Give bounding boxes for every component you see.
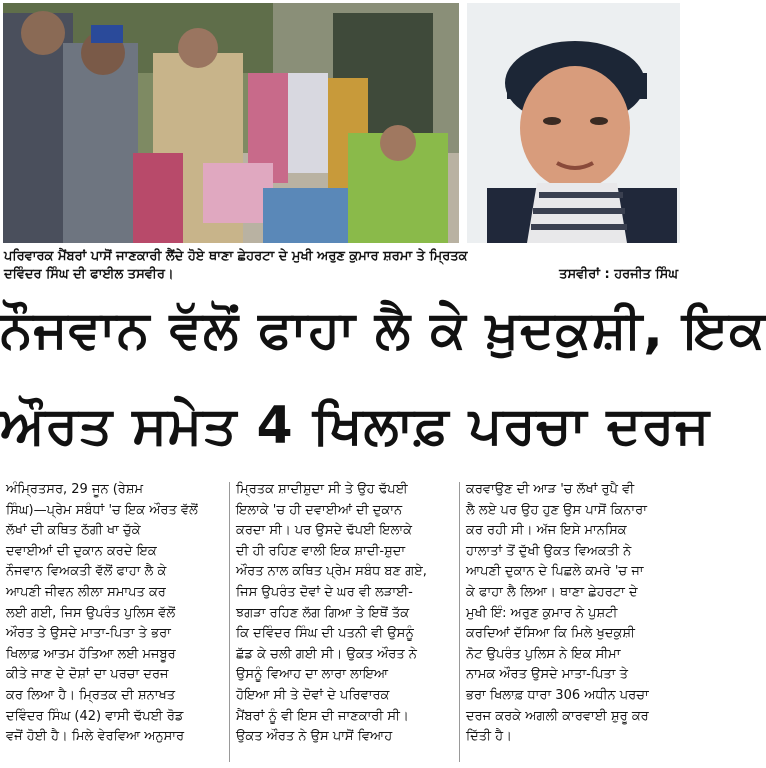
article-line: ਵਜੋਂ ਹੋਈ ਹੈ। ਮਿਲੇ ਵੇਰਵਿਆ ਅਨੁਸਾਰ xyxy=(6,729,185,745)
article-line: ਲੱਖਾਂ ਦੀ ਕਥਿਤ ਠੱਗੀ ਖਾ ਚੁੱਕੇ xyxy=(6,523,141,539)
article-column-3 xyxy=(466,480,684,748)
photo-caption-line-1: ਪਰਿਵਾਰਕ ਮੈਂਬਰਾਂ ਪਾਸੋਂ ਜਾਣਕਾਰੀ ਲੈਂਦੇ ਹੋਏ ਥਾਣਾ ਛੇਹਰਟਾ ਦੇ ਮੁਖੀ ਅਰੁਣ ਕੁਮਾਰ ਸ਼ਰਮਾ ਤੇ ਮ੍ਰਿਤਕ xyxy=(4,249,468,264)
column-divider xyxy=(459,482,460,762)
article-line: ਆਪਣੀ ਜੀਵਨ ਲੀਲਾ ਸਮਾਪਤ ਕਰ xyxy=(6,584,166,600)
article-line: ਛੱਡ ਕੇ ਚਲੀ ਗਈ ਸੀ। ਉਕਤ ਔਰਤ ਨੇ xyxy=(236,646,417,662)
headline-line-2: ਔਰਤ ਸਮੇਤ 4 ਖਿਲਾਫ਼ ਪਰਚਾ ਦਰਜ xyxy=(0,396,711,456)
article-line: ਕੀਤੇ ਜਾਣ ਦੇ ਦੋਸ਼ਾਂ ਦਾ ਪਰਚਾ ਦਰਜ xyxy=(6,667,169,683)
article-line: ਝਗੜਾ ਰਹਿਣ ਲੱਗ ਗਿਆ ਤੇ ਇਥੋਂ ਤੱਕ xyxy=(236,605,410,621)
article-line: ਨੋਟ ਉਪਰੰਤ ਪੁਲਿਸ ਨੇ ਇਕ ਸੀਮਾ xyxy=(466,646,621,662)
article-line: ਜਿਸ ਉਪਰੰਤ ਦੋਵਾਂ ਦੇ ਘਰ ਵੀ ਲੜਾਈ- xyxy=(236,584,413,600)
article-line: ਮ੍ਰਿਤਕ ਸ਼ਾਦੀਸ਼ੁਦਾ ਸੀ ਤੇ ਉਹ ਢੱਪਈ xyxy=(236,482,408,497)
article-line: ਲਈ ਗਈ, ਜਿਸ ਉਪਰੰਤ ਪੁਲਿਸ ਵੱਲੋਂ xyxy=(6,605,176,621)
article-line: ਦਵਾਈਆਂ ਦੀ ਦੁਕਾਨ ਕਰਦੇ ਇਕ xyxy=(6,543,157,559)
article-line: ਸਿੰਘ)—ਪ੍ਰੇਮ ਸਬੰਧਾਂ 'ਚ ਇਕ ਔਰਤ ਵੱਲੋਂ xyxy=(6,502,198,518)
photo-caption-line-2: ਦਵਿੰਦਰ ਸਿੰਘ ਦੀ ਫਾਈਲ ਤਸਵੀਰ। xyxy=(4,267,174,282)
article-line: ਔਰਤ ਨਾਲ ਕਥਿਤ ਪ੍ਰੇਮ ਸਬੰਧ ਬਣ ਗਏ, xyxy=(236,564,427,580)
article-line: ਦਿੱਤੀ ਹੈ। xyxy=(466,729,512,745)
article-line: ਹੋਇਆ ਸੀ ਤੇ ਦੋਵਾਂ ਦੇ ਪਰਿਵਾਰਕ xyxy=(236,687,390,703)
article-column-1 xyxy=(6,480,224,748)
article-line: ਕੇ ਫਾਹਾ ਲੈ ਲਿਆ। ਥਾਣਾ ਛੇਹਰਟਾ ਦੇ xyxy=(466,584,638,600)
scene-photo xyxy=(3,3,459,243)
article-line: ਨੌਜਵਾਨ ਵਿਅਕਤੀ ਵੱਲੋਂ ਫਾਹਾ ਲੈ ਕੇ xyxy=(6,564,167,580)
headline-line-1: ਨੌਜਵਾਨ ਵੱਲੋਂ ਫਾਹਾ ਲੈ ਕੇ ਖ਼ੁਦਕੁਸ਼ੀ, ਇਕ xyxy=(0,300,766,360)
article-line: ਆਪਣੀ ਦੁਕਾਨ ਦੇ ਪਿਛਲੇ ਕਮਰੇ 'ਚ ਜਾ xyxy=(466,564,644,580)
scene-photo-illustration xyxy=(3,3,459,243)
article-line: ਇਲਾਕੇ 'ਚ ਹੀ ਦਵਾਈਆਂ ਦੀ ਦੁਕਾਨ xyxy=(236,502,403,518)
article-line: ਕਰਦਿਆਂ ਦੱਸਿਆ ਕਿ ਮਿਲੇ ਖੁਦਕੁਸ਼ੀ xyxy=(466,626,635,642)
article-line: ਕਰਵਾਉਣ ਦੀ ਆੜ 'ਚ ਲੱਖਾਂ ਰੁਪੈ ਵੀ xyxy=(466,482,635,497)
article-line: ਦੀ ਹੀ ਰਹਿਣ ਵਾਲੀ ਇਕ ਸ਼ਾਦੀ-ਸ਼ੁਦਾ xyxy=(236,543,406,559)
photo-credit: ਤਸਵੀਰਾਂ : ਹਰਜੀਤ ਸਿੰਘ xyxy=(559,267,678,282)
article-column-2 xyxy=(236,480,454,748)
article-line: ਦਵਿੰਦਰ ਸਿੰਘ (42) ਵਾਸੀ ਢੱਪਈ ਰੋਡ xyxy=(6,708,184,724)
article-line: ਹਾਲਾਤਾਂ ਤੋਂ ਦੁੱਖੀ ਉਕਤ ਵਿਅਕਤੀ ਨੇ xyxy=(466,543,632,559)
article-line: ਉਸਨੂੰ ਵਿਆਹ ਦਾ ਲਾਰਾ ਲਾਇਆ xyxy=(236,667,389,683)
article-line: ਖਿਲਾਫ਼ ਆਤਮ ਹੱਤਿਆ ਲਈ ਮਜਬੂਰ xyxy=(6,646,176,662)
article-line: ਅੰਮ੍ਰਿਤਸਰ, 29 ਜੂਨ (ਰੇਸ਼ਮ xyxy=(6,482,144,497)
article-line: ਉਕਤ ਔਰਤ ਨੇ ਉਸ ਪਾਸੋਂ ਵਿਆਹ xyxy=(236,729,393,745)
article-line: ਭਰਾ ਖਿਲਾਫ਼ ਧਾਰਾ 306 ਅਧੀਨ ਪਰਚਾ xyxy=(466,687,649,703)
article-line: ਕਿ ਦਵਿੰਦਰ ਸਿੰਘ ਦੀ ਪਤਨੀ ਵੀ ਉਸਨੂੰ xyxy=(236,626,414,642)
article-line: ਕਰ ਲਿਆ ਹੈ। ਮ੍ਰਿਤਕ ਦੀ ਸ਼ਨਾਖਤ xyxy=(6,687,176,703)
portrait-photo-illustration xyxy=(467,3,680,243)
article-line: ਲੈ ਲਏ ਪਰ ਉਹ ਹੁਣ ਉਸ ਪਾਸੋਂ ਕਿਨਾਰਾ xyxy=(466,502,647,518)
article-line: ਔਰਤ ਤੇ ਉਸਦੇ ਮਾਤਾ-ਪਿਤਾ ਤੇ ਭਰਾ xyxy=(6,626,171,642)
article-line: ਕਰਦਾ ਸੀ। ਪਰ ਉਸਦੇ ਢੱਪਈ ਇਲਾਕੇ xyxy=(236,523,412,539)
article-line: ਮੈਂਬਰਾਂ ਨੂੰ ਵੀ ਇਸ ਦੀ ਜਾਣਕਾਰੀ ਸੀ। xyxy=(236,708,409,724)
article-line: ਦਰਜ ਕਰਕੇ ਅਗਲੀ ਕਾਰਵਾਈ ਸ਼ੁਰੂ ਕਰ xyxy=(466,708,649,724)
portrait-photo xyxy=(467,3,680,243)
article-line: ਨਾਮਕ ਔਰਤ ਉਸਦੇ ਮਾਤਾ-ਪਿਤਾ ਤੇ xyxy=(466,667,628,683)
article-line: ਮੁਖੀ ਇੰ: ਅਰੁਣ ਕੁਮਾਰ ਨੇ ਪੁਸ਼ਟੀ xyxy=(466,605,618,621)
column-divider xyxy=(229,482,230,762)
article-line: ਕਰ ਰਹੀ ਸੀ। ਅੱਜ ਇਸੇ ਮਾਨਸਿਕ xyxy=(466,523,627,539)
